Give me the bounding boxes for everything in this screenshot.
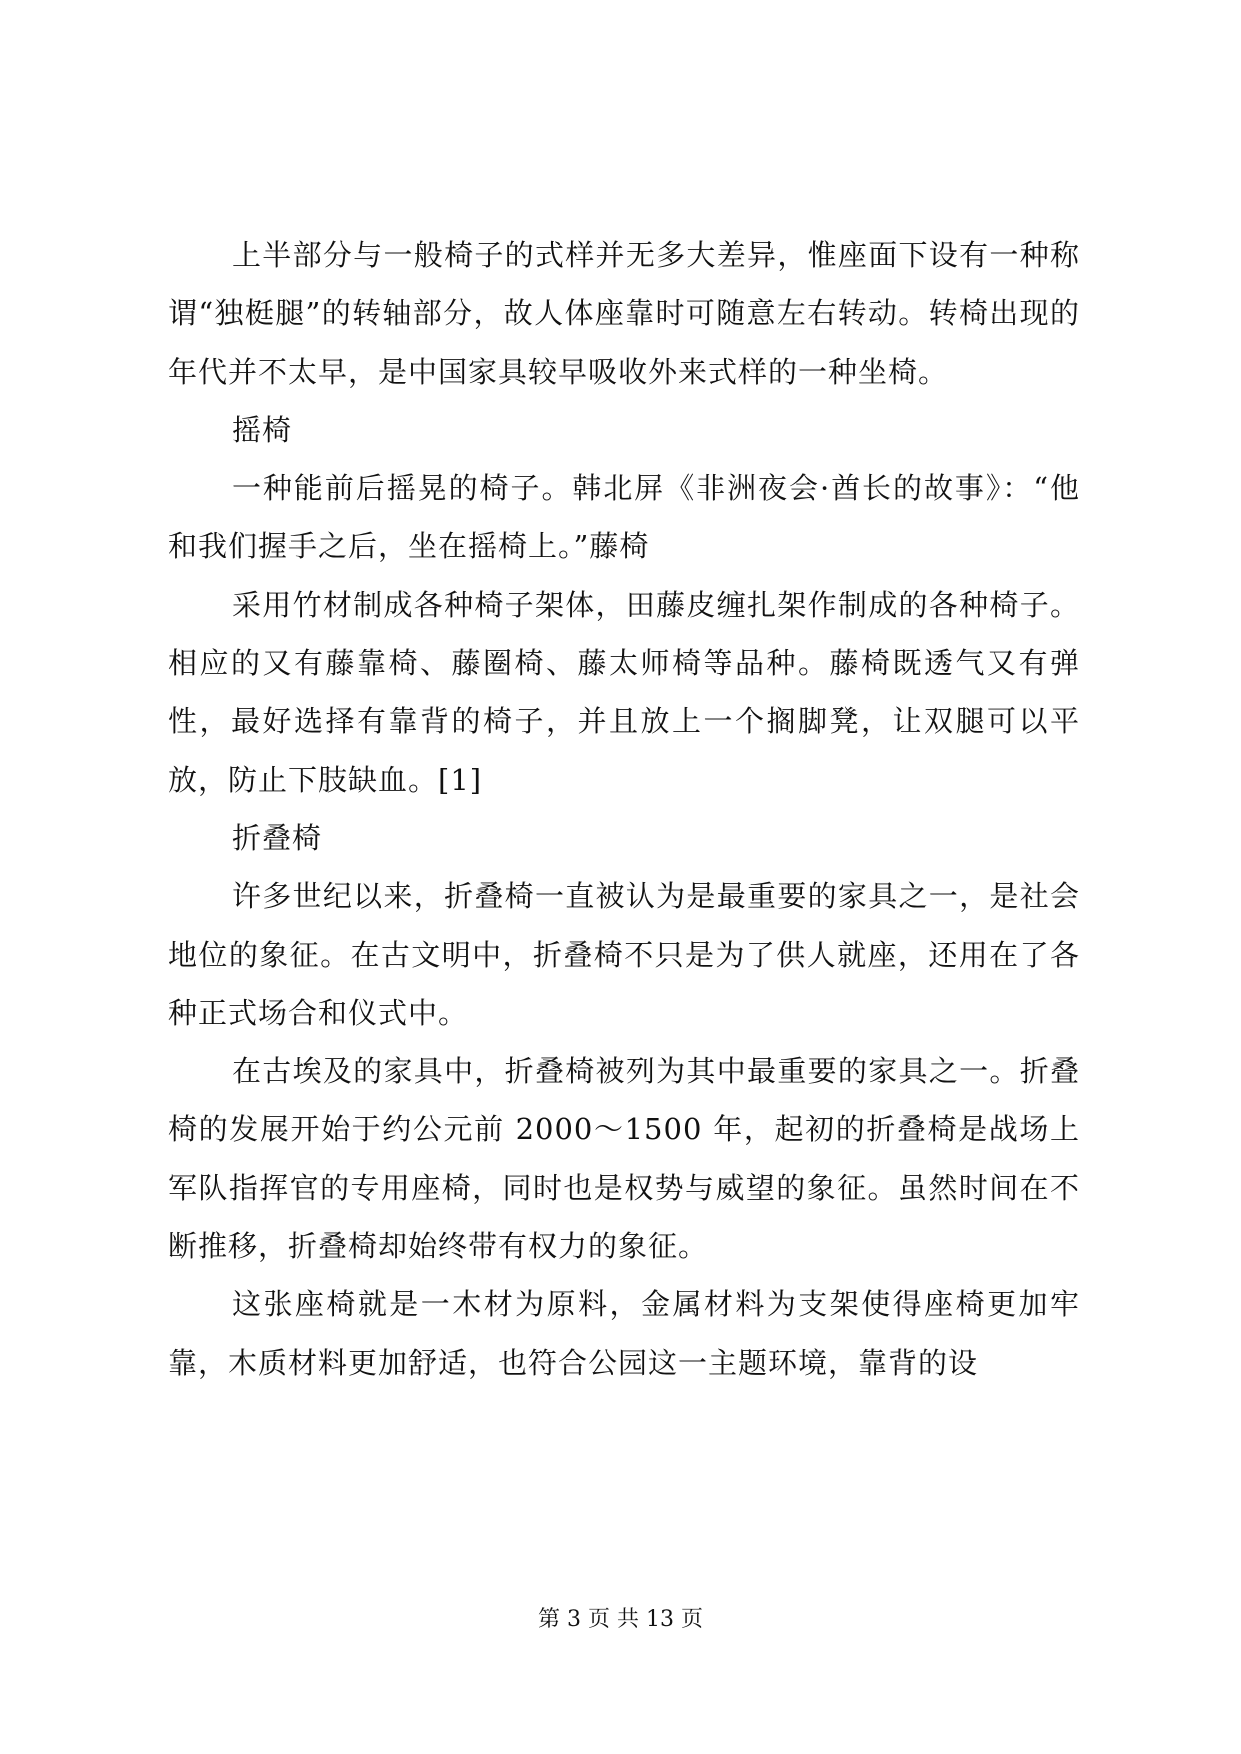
paragraph-rocking-chair: 一种能前后摇晃的椅子。韩北屏《非洲夜会·酋长的故事》：“他和我们握手之后，坐在摇椅上。”藤椅 xyxy=(168,471,1080,564)
body-text xyxy=(168,226,1080,1392)
paragraph-park-chair: 这张座椅就是一木材为原料，金属材料为支架使得座椅更加牢靠，木质材料更加舒适，也符合公园这一主题环境，靠背的设 xyxy=(168,1287,1080,1380)
paragraph-folding-chair-status: 许多世纪以来，折叠椅一直被认为是最重要的家具之一，是社会地位的象征。在古文明中，折叠椅不只是为了供人就座，还用在了各种正式场合和仪式中。 xyxy=(168,879,1080,1030)
paragraph-swivel-chair: 上半部分与一般椅子的式样并无多大差异，惟座面下设有一种称谓“独梃腿”的转轴部分，故人体座靠时可随意左右转动。转椅出现的年代并不太早，是中国家具较早吸收外来式样的一种坐椅。 xyxy=(168,238,1080,389)
heading-rocking-chair: 摇椅 xyxy=(232,412,293,447)
paragraph-rattan-chair: 采用竹材制成各种椅子架体，田藤皮缠扎架作制成的各种椅子。相应的又有藤靠椅、藤圈椅、藤太师椅等品种。藤椅既透气又有弹性，最好选择有靠背的椅子，并且放上一个搁脚凳，让双腿可以平放，防止下肢缺血。[1] xyxy=(168,587,1080,797)
heading-folding-chair: 折叠椅 xyxy=(232,820,323,855)
paragraph-folding-chair-egypt: 在古埃及的家具中，折叠椅被列为其中最重要的家具之一。折叠椅的发展开始于约公元前 2000～1500 年，起初的折叠椅是战场上军队指挥官的专用座椅，同时也是权势与威望的象征。虽然时间在不断推移，折叠椅却始终带有权力的象征。 xyxy=(168,1054,1080,1264)
page-footer: 第 3 页 共 13 页 xyxy=(538,1607,703,1632)
